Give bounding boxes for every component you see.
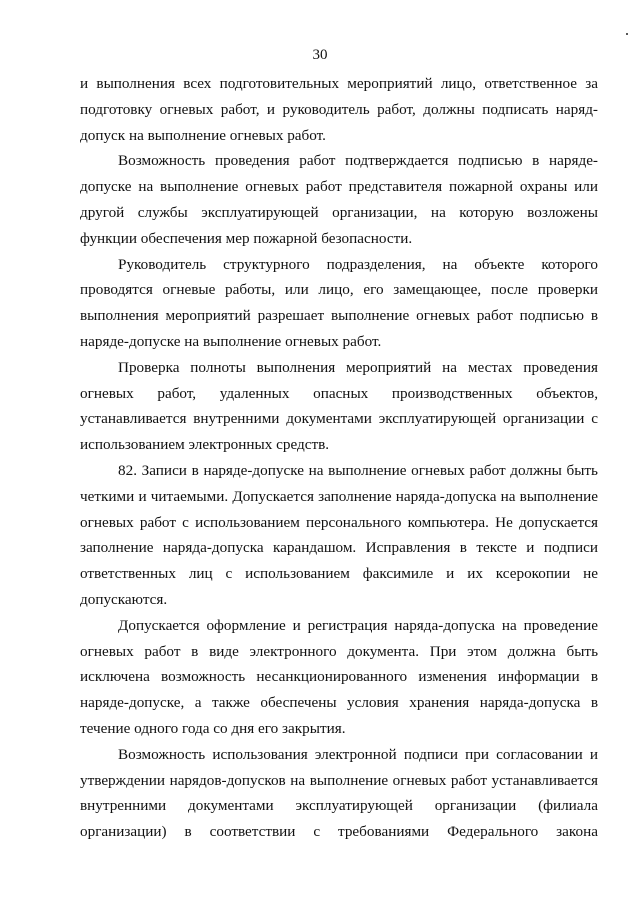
paragraph-signature-confirmation: Возможность проведения работ подтверждается подписью в наряде-допуске на выполнение огневых работ представителя пожарной охраны или другой службы эксплуатирующей организации, на которую возложены функции обеспечения мер пожарной безопасности. xyxy=(80,152,598,247)
paragraph-completeness-check: Проверка полноты выполнения мероприятий на местах проведения огневых работ, удаленных опасных производственных объектов, устанавливается внутренними документами эксплуатирующей организации с использованием электронных средств. xyxy=(80,358,598,454)
body-text xyxy=(80,71,598,845)
paragraph-electronic-document: Допускается оформление и регистрация наряда-допуска на проведение огневых работ в виде электронного документа. При этом должна быть исключена возможность несанкционированного изменения информации в наряде-допуске, а также обеспечены условия хранения наряда-допуска в течение одного года со дня его закрытия. xyxy=(80,616,598,737)
paragraph-continuation: и выполнения всех подготовительных мероприятий лицо, ответственное за подготовку огневых работ, и руководитель работ, должны подписать наряд-допуск на выполнение огневых работ. xyxy=(80,75,598,144)
paragraph-unit-head: Руководитель структурного подразделения, на объекте которого проводятся огневые работы, или лицо, его замещающее, после проверки выполнения мероприятий разрешает выполнение огневых работ подписью в наряде-допуске на выполнение огневых работ. xyxy=(80,255,598,350)
scan-dot xyxy=(626,33,628,35)
page-number: 30 xyxy=(312,47,328,63)
paragraph-item-82: 82. Записи в наряде-допуске на выполнение огневых работ должны быть четкими и читаемыми. Допускается заполнение наряда-допуска на выполнение огневых работ с использованием персонального компьютера. Не допускается заполнение наряда-допуска карандашом. Исправления в тексте и подписи ответственных лиц с использованием факсимиле и их ксерокопии не допускаются. xyxy=(80,461,598,608)
paragraph-electronic-signature: Возможность использования электронной подписи при согласовании и утверждении нарядов-допусков на выполнение огневых работ устанавливается внутренними документами эксплуатирующей организации (филиала организации) в соответствии с требованиями Федерального закона xyxy=(80,745,598,841)
